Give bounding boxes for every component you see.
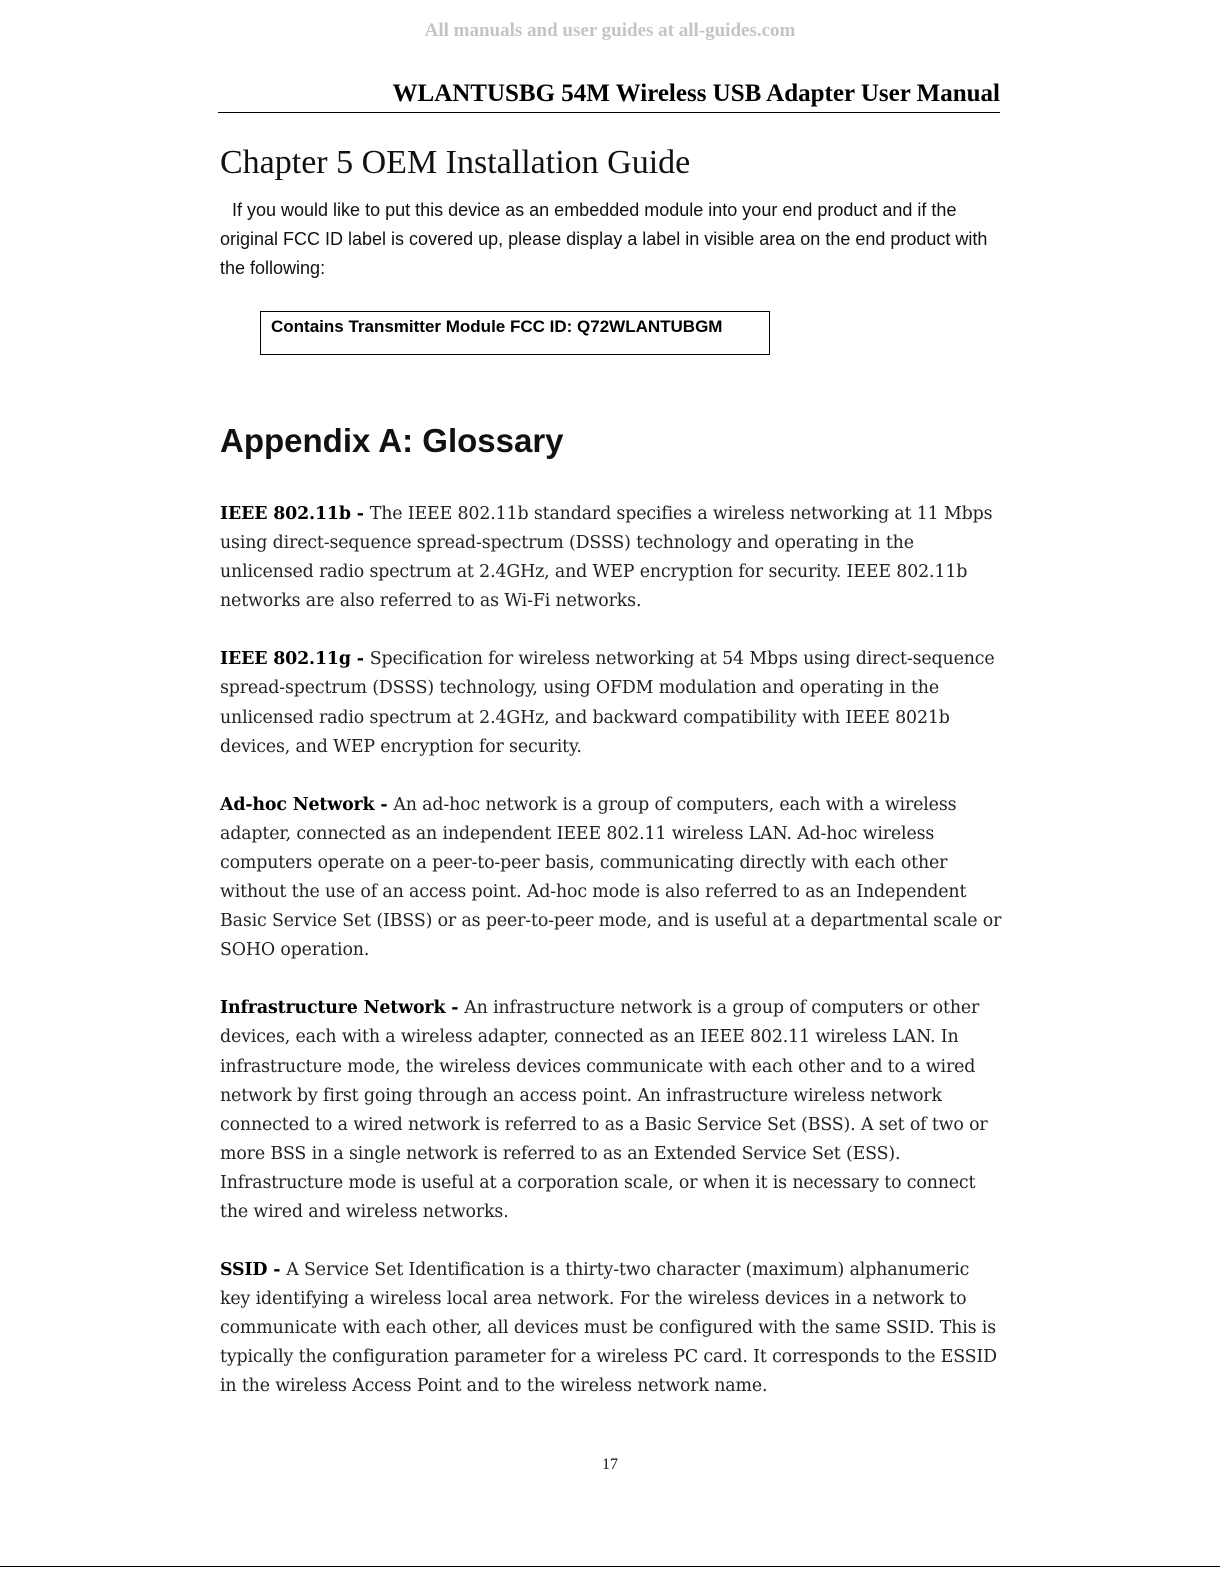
glossary-entry	[220, 500, 1002, 616]
glossary-separator: -	[267, 1260, 287, 1281]
glossary-separator: -	[350, 504, 370, 524]
fcc-id-label-box: Contains Transmitter Module FCC ID: Q72WLANTUBGM	[260, 311, 770, 355]
running-header: WLANTUSBG 54M Wireless USB Adapter User Manual	[218, 78, 1000, 113]
glossary-term: Infrastructure Network	[220, 998, 446, 1019]
glossary-entry	[220, 645, 1002, 761]
glossary-term: IEEE 802.11g	[220, 649, 351, 670]
glossary-separator: -	[445, 998, 465, 1019]
chapter-intro-paragraph: If you would like to put this device as an embedded module into your end product and if the original FCC ID label is covered up, please display a label in visible area on the end product with the following:	[220, 200, 988, 278]
glossary-separator: -	[350, 649, 370, 670]
chapter-title: Chapter 5 OEM Installation Guide	[220, 144, 691, 181]
glossary-list	[220, 500, 1002, 1431]
glossary-term: IEEE 802.11b	[220, 504, 351, 524]
glossary-separator: -	[374, 794, 394, 815]
glossary-entry	[220, 1256, 1002, 1401]
appendix-title: Appendix A: Glossary	[220, 422, 564, 459]
watermark-text: All manuals and user guides at all-guides.com	[424, 20, 796, 41]
glossary-term: SSID	[220, 1260, 268, 1281]
glossary-definition: Specification for wireless networking at 54 Mbps using direct-sequence spread-spectrum (DSSS) technology, using OFDM modulation and operating in the unlicensed radio spectrum at 2.4GHz, and backward compatibility with IEEE 8021b devices, and WEP encryption for security.	[220, 649, 995, 757]
page-number: 17	[602, 1456, 618, 1473]
glossary-definition: The IEEE 802.11b standard specifies a wireless networking at 11 Mbps using direct-sequence spread-spectrum (DSSS) technology and operating in the unlicensed radio spectrum at 2.4GHz, and WEP encryption for security. IEEE 802.11b networks are also referred to as Wi-Fi networks.	[220, 504, 993, 612]
glossary-term: Ad-hoc Network	[220, 794, 375, 815]
glossary-definition: An infrastructure network is a group of computers or other devices, each with a wireless adapter, connected as an IEEE 802.11 wireless LAN. In infrastructure mode, the wireless devices communicate with each other and to a wired network by first going through an access point. An infrastructure wireless network connected to a wired network is referred to as a Basic Service Set (BSS). A set of two or more BSS in a single network is referred to as an Extended Service Set (ESS). Infrastructure mode is useful at a corporation scale, or when it is necessary to connect the wired and wireless networks.	[220, 998, 988, 1222]
bottom-divider	[0, 1566, 1220, 1567]
glossary-entry	[220, 791, 1002, 966]
glossary-definition: An ad-hoc network is a group of computers, each with a wireless adapter, connected as an independent IEEE 802.11 wireless LAN. Ad-hoc wireless computers operate on a peer-to-peer basis, communicating directly with each other without the use of an access point. Ad-hoc mode is also referred to as an Independent Basic Service Set (IBSS) or as peer-to-peer mode, and is useful at a departmental scale or SOHO operation.	[220, 794, 1002, 961]
glossary-entry	[220, 994, 1002, 1227]
glossary-definition: A Service Set Identification is a thirty-two character (maximum) alphanumeric key identifying a wireless local area network. For the wireless devices in a network to communicate with each other, all devices must be configured with the same SSID. This is typically the configuration parameter for a wireless PC card. It corresponds to the ESSID in the wireless Access Point and to the wireless network name.	[220, 1260, 997, 1397]
